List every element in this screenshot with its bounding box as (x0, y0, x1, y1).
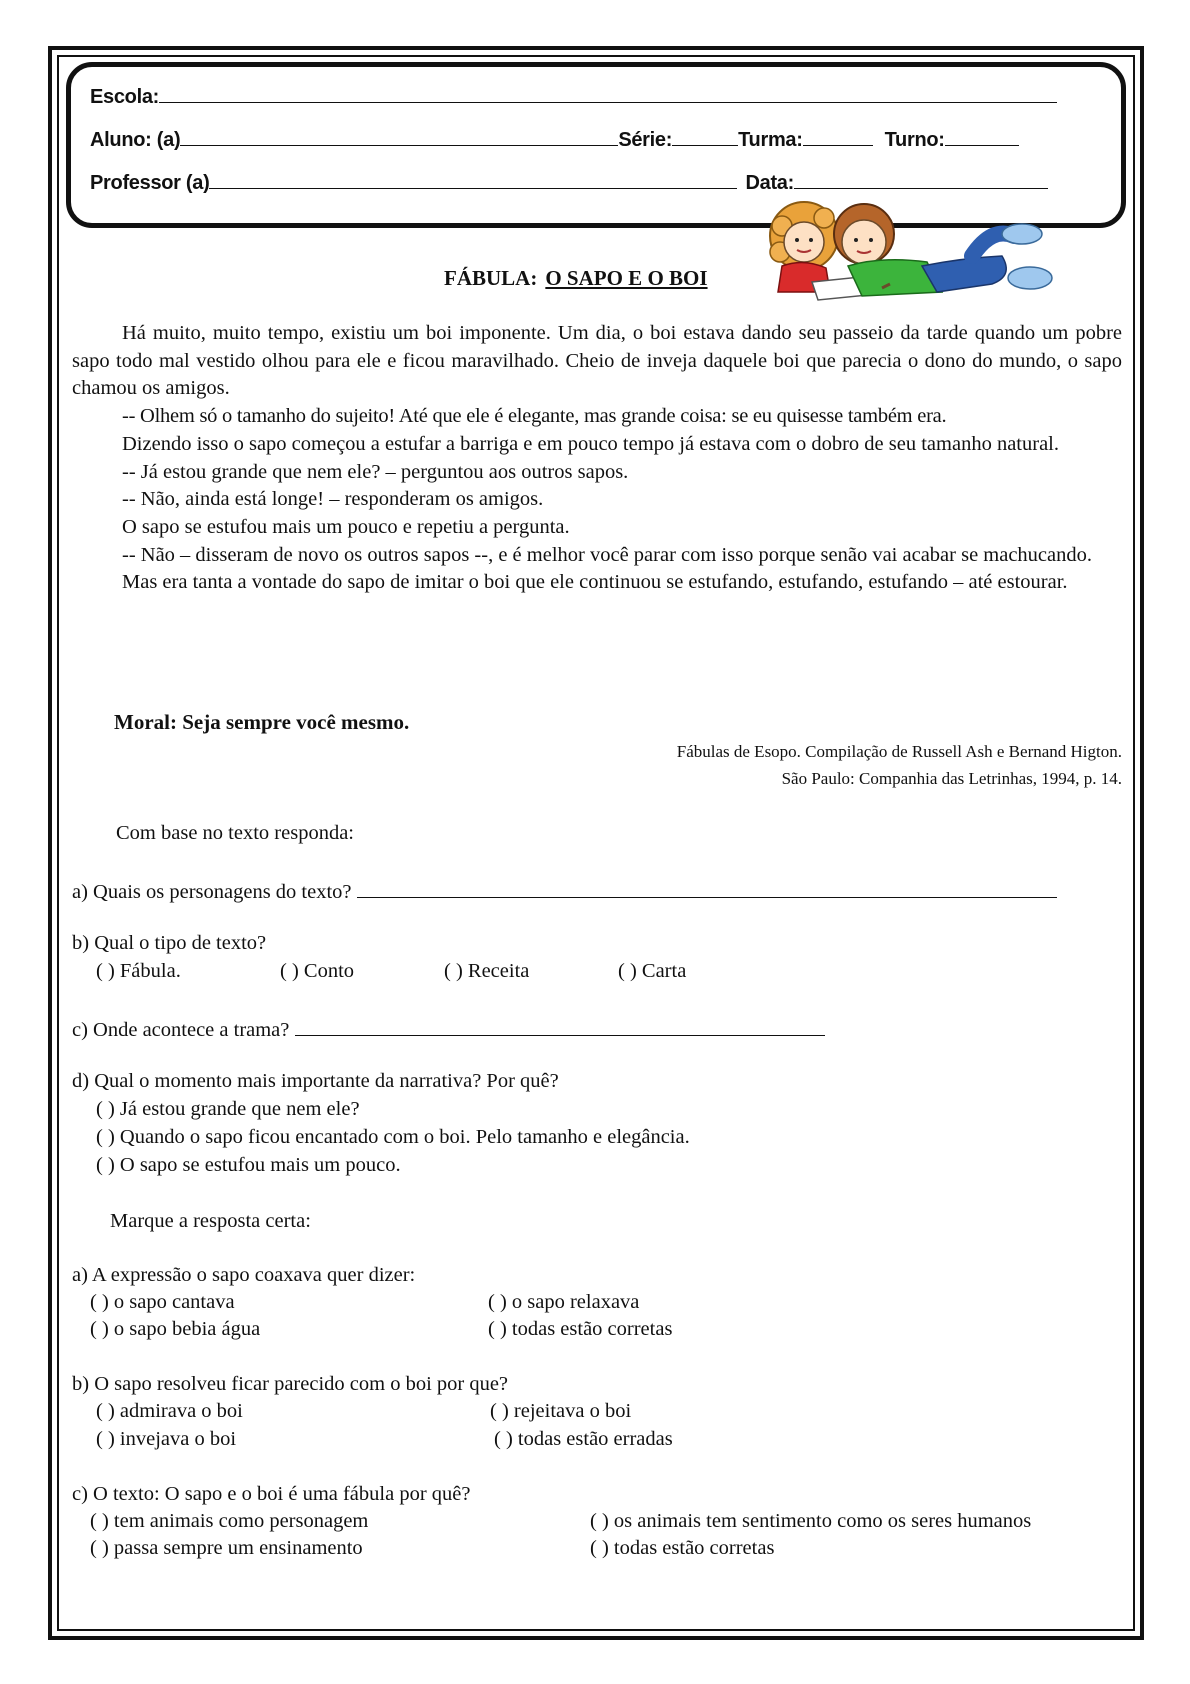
question-1d-text: d) Qual o momento mais importante da narrativa? Por quê? (72, 1070, 559, 1092)
professor-field[interactable] (209, 170, 737, 189)
option-2a-2[interactable]: ( ) o sapo relaxava (488, 1291, 640, 1313)
serie-label: Série: (618, 129, 673, 151)
page-title (444, 266, 708, 291)
option-2a-1[interactable]: ( ) o sapo cantava (90, 1291, 235, 1313)
option-2a-3[interactable]: ( ) o sapo bebia água (90, 1318, 261, 1340)
section1-intro: Com base no texto responda: (116, 822, 354, 844)
story-paragraph: -- Não – disseram de novo os outros sapos --, e é melhor você parar com isso porque senão vai acabar se machucando. (122, 543, 1093, 566)
story-paragraph: Mas era tanta a vontade do sapo de imitar o boi que ele continuou se estufando, estufando, estufando – até estourar. (122, 571, 1068, 594)
option-1d-1[interactable]: ( ) Já estou grande que nem ele? (96, 1098, 360, 1120)
option-2a-4[interactable]: ( ) todas estão corretas (488, 1318, 673, 1340)
question-1c-answer-field[interactable] (295, 1015, 825, 1036)
aluno-field[interactable] (180, 127, 618, 146)
moral: Moral: Seja sempre você mesmo. (114, 710, 410, 734)
question-2a-text: a) A expressão o sapo coaxava quer dizer: (72, 1264, 416, 1286)
option-2c-2[interactable]: ( ) os animais tem sentimento como os seres humanos (590, 1510, 1032, 1532)
escola-label: Escola: (90, 86, 160, 108)
question-1b-text: b) Qual o tipo de texto? (72, 932, 267, 954)
option-1d-3[interactable]: ( ) O sapo se estufou mais um pouco. (96, 1154, 401, 1176)
aluno-label: Aluno: (a) (90, 129, 181, 151)
option-2b-4[interactable]: ( ) todas estão erradas (494, 1428, 673, 1450)
escola-field[interactable] (159, 84, 1057, 103)
story-paragraph: -- Não, ainda está longe! – responderam os amigos. (122, 488, 544, 511)
aluno-row (90, 127, 1019, 152)
children-reading-illustration (752, 196, 1057, 320)
title-name: O SAPO E O BOI (545, 266, 708, 290)
option-carta[interactable]: ( ) Carta (618, 960, 687, 982)
turma-field[interactable] (803, 127, 873, 146)
option-2b-1[interactable]: ( ) admirava o boi (96, 1400, 243, 1422)
question-1a-answer-field[interactable] (357, 877, 1057, 898)
question-1a (72, 877, 1057, 904)
title-prefix: FÁBULA: (444, 266, 538, 290)
option-fabula[interactable]: ( ) Fábula. (96, 960, 181, 982)
story-paragraph: Há muito, muito tempo, existiu um boi imponente. Um dia, o boi estava dando seu passeio da tarde quando um pobre sapo todo mal vestido olhou para ele e ficou maravilhado. Cheio de inveja daquele boi que parecia o dono do mundo, o sapo chamou os amigos. (72, 322, 1122, 400)
professor-label: Professor (a) (90, 172, 210, 194)
professor-row (90, 170, 1048, 195)
section2-intro: Marque a resposta certa: (110, 1210, 311, 1232)
question-2b-text: b) O sapo resolveu ficar parecido com o boi por que? (72, 1373, 509, 1395)
story-text (72, 320, 1122, 597)
question-2c-text: c) O texto: O sapo e o boi é uma fábula por quê? (72, 1483, 471, 1505)
citation-line-2: São Paulo: Companhia das Letrinhas, 1994, p. 14. (781, 769, 1122, 788)
turno-label: Turno: (884, 129, 945, 151)
story-paragraph: O sapo se estufou mais um pouco e repetiu a pergunta. (122, 515, 570, 538)
option-receita[interactable]: ( ) Receita (444, 960, 530, 982)
option-2c-1[interactable]: ( ) tem animais como personagem (90, 1510, 369, 1532)
escola-row (90, 84, 1057, 109)
turma-label: Turma: (738, 129, 803, 151)
option-2c-3[interactable]: ( ) passa sempre um ensinamento (90, 1537, 363, 1559)
turno-field[interactable] (945, 127, 1019, 146)
question-1c-text: c) Onde acontece a trama? (72, 1019, 290, 1041)
option-conto[interactable]: ( ) Conto (280, 960, 355, 982)
data-label: Data: (745, 172, 794, 194)
option-2b-2[interactable]: ( ) rejeitava o boi (490, 1400, 632, 1422)
serie-field[interactable] (672, 127, 738, 146)
citation-line-1: Fábulas de Esopo. Compilação de Russell Ash e Bernand Higton. (676, 742, 1122, 761)
story-paragraph: -- Já estou grande que nem ele? – perguntou aos outros sapos. (122, 460, 629, 483)
question-1c (72, 1015, 825, 1042)
story-paragraph: -- Olhem só o tamanho do sujeito! Até que ele é elegante, mas grande coisa: se eu quisesse também era. (122, 405, 947, 428)
question-1a-text: a) Quais os personagens do texto? (72, 881, 352, 903)
option-2c-4[interactable]: ( ) todas estão corretas (590, 1537, 775, 1559)
option-2b-3[interactable]: ( ) invejava o boi (96, 1428, 237, 1450)
story-paragraph: Dizendo isso o sapo começou a estufar a barriga e em pouco tempo já estava com o dobro de seu tamanho natural. (122, 432, 1059, 455)
option-1d-2[interactable]: ( ) Quando o sapo ficou encantado com o boi. Pelo tamanho e elegância. (96, 1126, 690, 1148)
data-field[interactable] (794, 170, 1048, 189)
